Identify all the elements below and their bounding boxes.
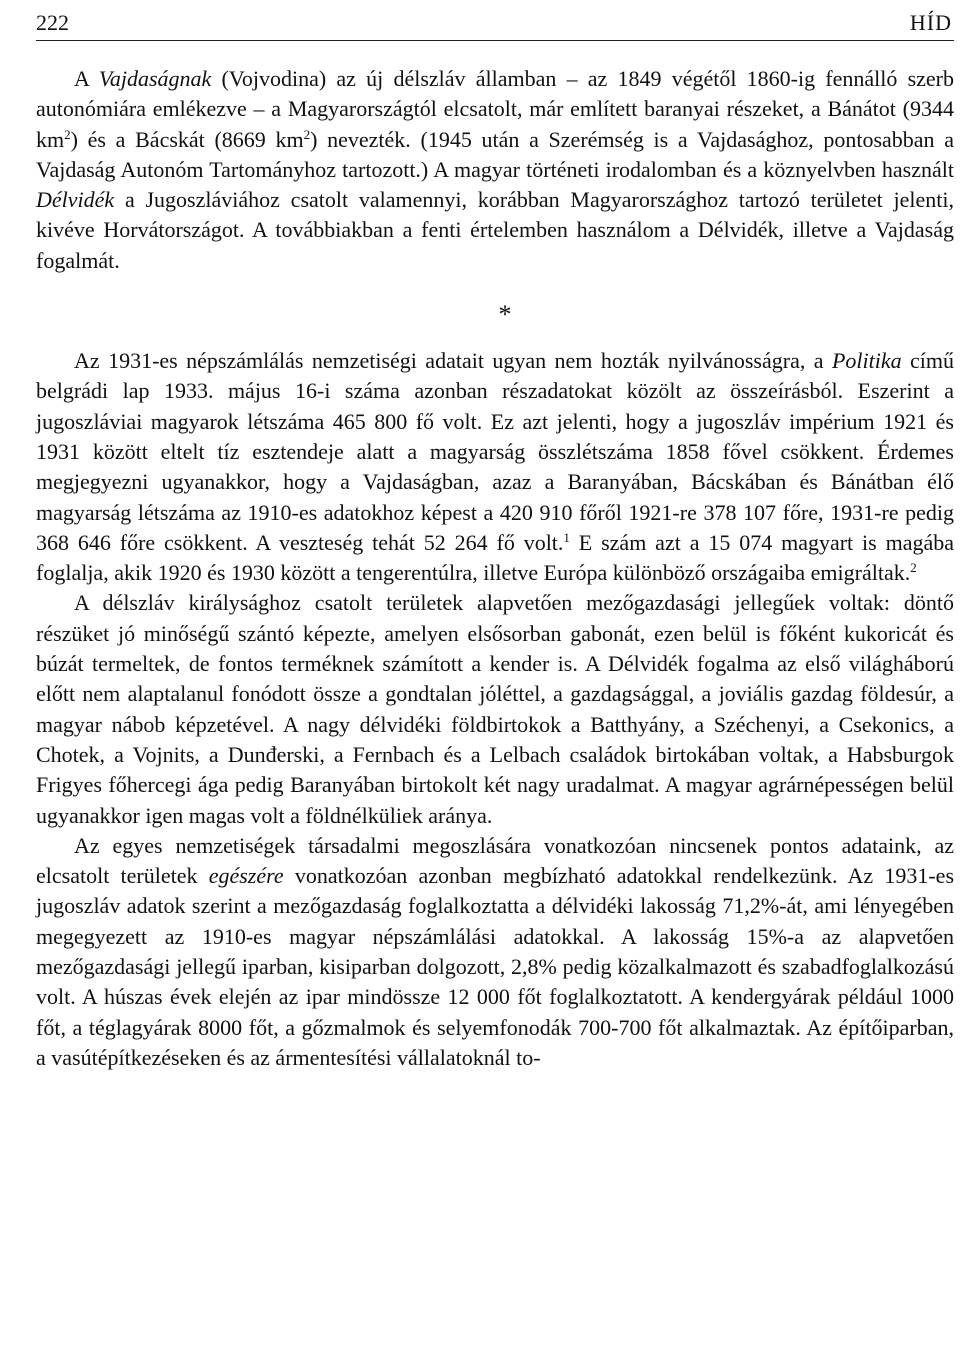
page-header: [36, 4, 954, 38]
running-title: HÍD: [909, 10, 952, 35]
paragraph-vajdasag-definition: [36, 64, 954, 276]
text-run: Az egyes nemzetiségek társadalmi megoszlására vonatkozóan nincsenek pontos adataink, az elcsatolt területek: [36, 832, 954, 889]
text-run: című belgrádi lap 1933. május 16-i száma azonban részadatokat közölt az összeírásból. Eszerint a jugoszláviai magyarok létszáma 465 800 fő volt. Ez azt jelenti, hogy a jugoszláv impérium 1921 és 1931 között eltelt tíz esztendeje alatt a magyarság összlétszáma 1858 fővel csökkent. Érdemes megjegyezni ugyanakkor, hogy a Vajdaságban, azaz a Baranyában, Bácskában és Bánátban élő magyarság létszáma az 1910-es adatokhoz képest a 420 910 főről 1921-re 378 107 főre, 1931-re pedig 368 646 főre csökkent. A veszteség tehát 52 264 fő volt.: [36, 348, 954, 555]
text-run: (Vojvodina) az új délszláv államban – az 1849 végétől 1860-ig fennálló szerb autonómiára emlékezve – a Magyarországtól elcsatolt, már említett baranyai részeket, a Bánátot (9344 km: [36, 66, 954, 152]
footnote-ref: 2: [303, 126, 311, 142]
paragraph-agriculture: [36, 588, 954, 830]
body-text: [36, 64, 954, 1073]
page-number: 222: [36, 10, 69, 35]
italic-term: Délvidék: [36, 187, 115, 213]
text-run: vonatkozóan azonban megbízható adatokkal rendelkezünk. Az 1931-es jugoszláv adatok szerint a mezőgazdaság foglalkoztatta a délvidéki lakosság 71,2%-át, ami lényegében megegyezett az 1910-es magyar népszámlálási adatokkal. A lakosság 15%-a az alapvetően mezőgazdasági jellegű iparban, kisiparban dolgozott, 2,8% pedig közalkalmazott és szabadfoglalkozású volt. A húszas évek elején az ipar mindössze 12 000 főt foglalkoztatott. A kendergyárak például 1000 főt, a téglagyárak 8000 főt, a gőzmalmok és selyemfonodák 700-700 főt alkalmaztak. Az építőiparban, a vasútépítkezéseken és az ármentesítési vállalatoknál to-: [36, 863, 955, 1070]
text-run: ) és a Bácskát (8669 km: [70, 126, 304, 152]
footnote-ref: 2: [910, 560, 917, 576]
text-run: ) nevezték. (1945 után a Szerémség is a Vajdasághoz, pontosabban a Vajdaság Autonóm Tartományhoz tartozott.) A magyar történeti irodalomban és a köznyelvben használt: [36, 126, 955, 182]
text-run: Az 1931-es népszámlálás nemzetiségi adatait ugyan nem hozták nyilvánosságra, a: [74, 348, 832, 374]
book-page: [36, 4, 955, 1070]
footnote-ref: 1: [563, 529, 570, 545]
text-run: A délszláv királysághoz csatolt területek alapvetően mezőgazdasági jellegűek voltak: döntő részüket jó minőségű szántó képezte, amelyen elsősorban gabonát, ezen belül is főként kukoricát és búzát termeltek, de fontos terméknek számított a kender is. A Délvidék fogalma az első világháború előtt nem alaptalanul fonódott össze a gondtalan jóléttel, a gazdagsággal, a joviális gazdag földesúr, a magyar nábob képzetével. A nagy délvidéki földbirtokok a Batthyány, a Széchenyi, a Csekonics, a Chotek, a Vojnits, a Dunđerski, a Fernbach és a Lelbach családok birtokában voltak, a Habsburgok Frigyes főhercegi ága pedig Baranyában birtokolt két nagy uradalmat. A magyar agrárnépességen belül ugyanakkor igen magas volt a földnélküliek aránya.: [36, 590, 954, 828]
text-run: A: [74, 66, 99, 91]
paragraph-social-structure: [36, 831, 954, 1073]
italic-term: Politika: [831, 348, 902, 374]
text-run: E szám azt a 15 074 magyart is magába foglalja, akik 1920 és 1930 között a tengerentúlra, illetve Európa különböző országaiba emigráltak.: [36, 529, 954, 586]
italic-term: egészére: [208, 863, 284, 889]
italic-term: Vajdaságnak: [98, 66, 212, 91]
footnote-ref: 2: [64, 126, 71, 142]
section-separator: *: [498, 300, 512, 330]
header-rule: [36, 40, 954, 41]
paragraph-census-1931: [36, 346, 954, 588]
text-run: a Jugoszláviához csatolt valamennyi, korábban Magyarországhoz tartozó területet jelenti, kivéve Horvátországot. A továbbiakban a fenti értelemben használom a Délvidék, illetve a Vajdaság fogalmát.: [36, 187, 954, 273]
